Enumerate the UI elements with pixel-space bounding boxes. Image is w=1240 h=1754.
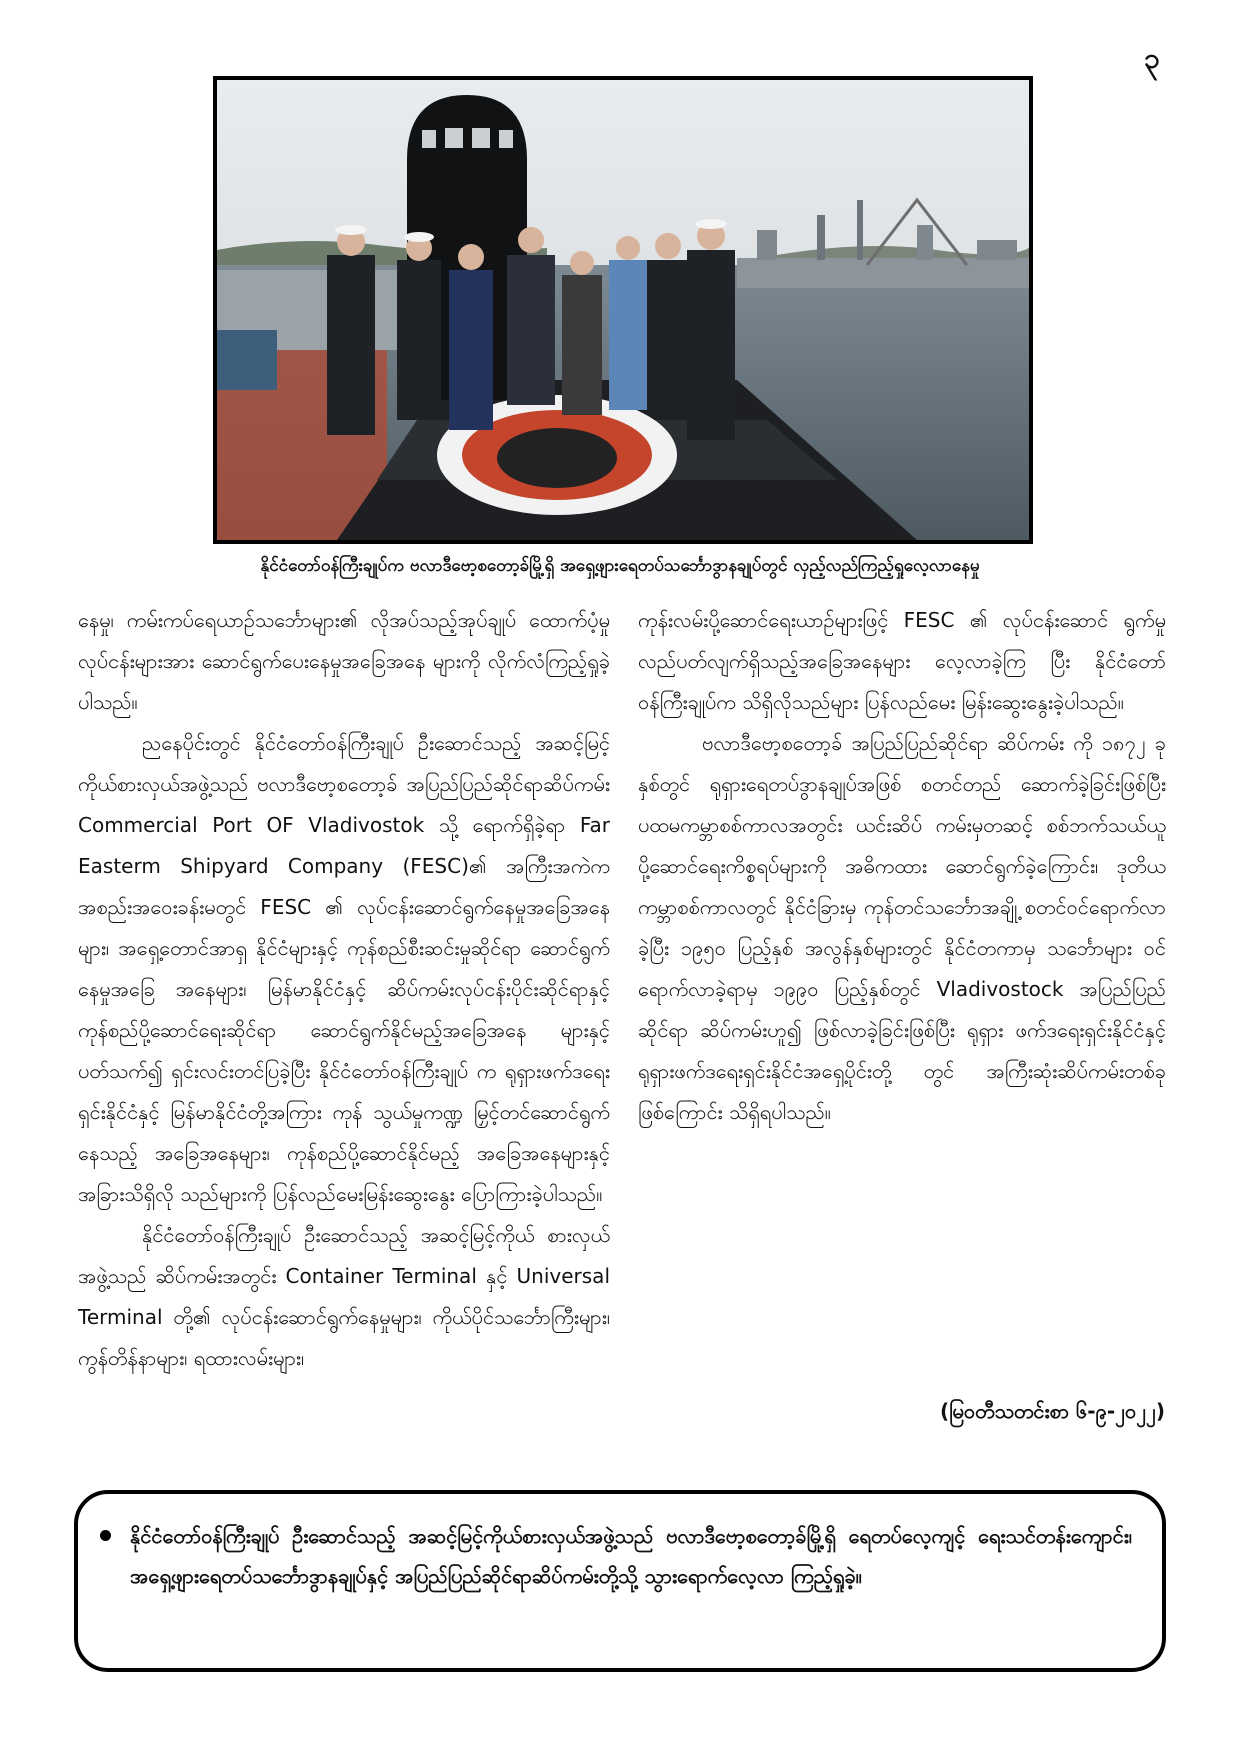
article-paragraph: ဗလာဒီဗော့စတော့ခ် အပြည်ပြည်ဆိုင်ရာ ဆိပ်ကမ်း ကို ၁၈၇၂ ခုနှစ်တွင် ရုရှားရေတပ်ဒွာနချုပ်အဖြစ် စတင်တည် ဆောက်ခဲ့ခြင်းဖြစ်ပြီး ပထမကမ္ဘာစစ်ကာလအတွင်း ယင်းဆိပ် ကမ်းမှတဆင့် စစ်ဘက်သယ်ယူပို့ဆောင်ရေးကိစ္စရပ်များကို အဓိကထား ဆောင်ရွက်ခဲ့ကြောင်း၊ ဒုတိယကမ္ဘာစစ်ကာလတွင် နိုင်ငံခြားမှ ကုန်တင်သင်္ဘောအချို့ စတင်ဝင်ရောက်လာခဲ့ပြီး ၁၉၅၀ ပြည့်နှစ် အလွန်နှစ်များတွင် နိုင်ငံတကာမှ သင်္ဘောများ ဝင်ရောက်လာခဲ့ရာမှ ၁၉၉၀ ပြည့်နှစ်တွင် Vladivostock အပြည်ပြည်ဆိုင်ရာ ဆိပ်ကမ်းဟူ၍ ဖြစ်လာခဲ့ခြင်းဖြစ်ပြီး ရုရှား ဖက်ဒရေးရှင်းနိုင်ငံနှင့် ရုရှားဖက်ဒရေးရှင်းနိုင်ငံအရှေ့ပိုင်းတို့ တွင် အကြီးဆုံးဆိပ်ကမ်းတစ်ခုဖြစ်ကြောင်း သိရှိရပါသည်။ [638,731,1166,1124]
article-paragraph: နိုင်ငံတော်ဝန်ကြီးချုပ် ဦးဆောင်သည့် အဆင့်မြင့်ကိုယ် စားလှယ်အဖွဲ့သည် ဆိပ်ကမ်းအတွင်း Container Terminal နှင့် Universal Terminal တို့၏ လုပ်ငန်းဆောင်ရွက်နေမှုများ၊ ကိုယ်ပိုင်သင်္ဘောကြီးများ၊ ကွန်တိန်နာများ၊ ရထားလမ်းများ၊ [78,1223,610,1370]
article-paragraph: ညနေပိုင်းတွင် နိုင်ငံတော်ဝန်ကြီးချုပ် ဦးဆောင်သည့် အဆင့်မြင့်ကိုယ်စားလှယ်အဖွဲ့သည် ဗလာဒီဗော့စတော့ခ် အပြည်ပြည်ဆိုင်ရာဆိပ်ကမ်း Commercial Port OF Vladivostok သို့ ရောက်ရှိခဲ့ရာ Far Easterm Shipyard Company (FESC)၏ အကြီးအကဲက အစည်းအဝေးခန်းမတွင် FESC ၏ လုပ်ငန်းဆောင်ရွက်နေမှုအခြေအနေများ၊ အရှေ့တောင်အာရှ နိုင်ငံများနှင့် ကုန်စည်စီးဆင်းမှုဆိုင်ရာ ဆောင်ရွက်နေမှုအခြေ အနေများ၊ မြန်မာနိုင်ငံနှင့် ဆိပ်ကမ်းလုပ်ငန်းပိုင်းဆိုင်ရာနှင့် ကုန်စည်ပို့ဆောင်ရေးဆိုင်ရာ ဆောင်ရွက်နိုင်မည့်အခြေအနေ များနှင့်ပတ်သက်၍ ရှင်းလင်းတင်ပြခဲ့ပြီး နိုင်ငံတော်ဝန်ကြီးချုပ် က ရုရှားဖက်ဒရေးရှင်းနိုင်ငံနှင့် မြန်မာနိုင်ငံတို့အကြား ကုန် သွယ်မှုကဏ္ဍ မြှင့်တင်ဆောင်ရွက်နေသည့် အခြေအနေများ၊ ကုန်စည်ပို့ဆောင်နိုင်မည့် အခြေအနေများနှင့် အခြားသိရှိလို သည်များကို ပြန်လည်မေးမြန်းဆွေးနွေး ပြောကြားခဲ့ပါသည်။ [78,731,610,1206]
article-paragraph: ကုန်းလမ်းပို့ဆောင်ရေးယာဉ်များဖြင့် FESC ၏ လုပ်ငန်းဆောင် ရွက်မှု လည်ပတ်လျက်ရှိသည့်အခြေအနေများ လေ့လာခဲ့ကြ ပြီး နိုင်ငံတော်ဝန်ကြီးချုပ်က သိရှိလိုသည်များ ပြန်လည်မေး မြန်းဆွေးနွေးခဲ့ပါသည်။ [638,608,1166,714]
source-citation: (မြဝတီသတင်းစာ ၆-၉-၂၀၂၂) [939,1399,1165,1423]
summary-box [74,1490,1166,1672]
bullet-icon [100,1530,111,1541]
article-right-column [638,600,1166,1133]
news-photo [213,76,1033,544]
article-paragraph: နေမှု၊ ကမ်းကပ်ရေယာဉ်သင်္ဘောများ၏ လိုအပ်သည့်အုပ်ချုပ် ထောက်ပံ့မှုလုပ်ငန်းများအား ဆောင်ရွက်ပေးနေမှုအခြေအနေ များကို လိုက်လံကြည့်ရှုခဲ့ပါသည်။ [78,608,610,714]
article-left-column [78,600,610,1379]
submarine-photo-icon [217,80,1029,540]
photo-caption: နိုင်ငံတော်ဝန်ကြီးချုပ်က ဗလာဒီဗော့စတော့ခ်မြို့ရှိ အရှေ့ဖျားရေတပ်သင်္ဘောဒွာနချုပ်တွင် လှည့်လည်ကြည့်ရှုလေ့လာနေမှု [260,556,980,576]
summary-text: နိုင်ငံတော်ဝန်ကြီးချုပ် ဦးဆောင်သည့် အဆင့်မြင့်ကိုယ်စားလှယ်အဖွဲ့သည် ဗလာဒီဗော့စတော့ခ်မြို့ရှိ ရေတပ်လေ့ကျင့် ရေးသင်တန်းကျောင်း၊ အရှေ့ဖျားရေတပ်သင်္ဘောဒွာနချုပ်နှင့် အပြည်ပြည်ဆိုင်ရာဆိပ်ကမ်းတို့သို့ သွားရောက်လေ့လာ ကြည့်ရှုခဲ့။ [130,1524,1132,1588]
page-number: ၃ [1144,42,1160,75]
